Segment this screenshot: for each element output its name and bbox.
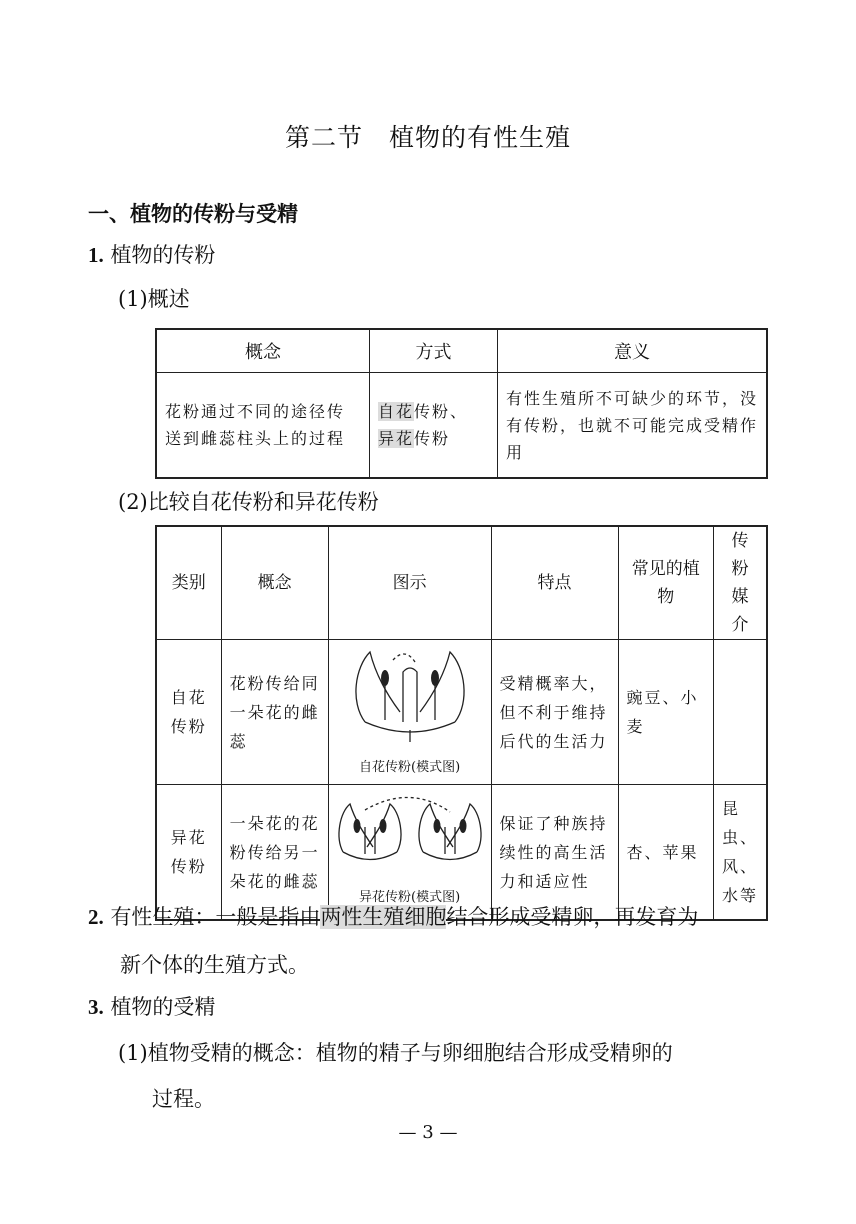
row-concept: 花粉传给同一朵花的雌蕊 [221, 640, 328, 785]
item-3-number: 3. [88, 995, 104, 1019]
item-2-number: 2. [88, 905, 104, 929]
header-figure: 图示 [328, 526, 491, 640]
item-1-text: 植物的传粉 [110, 243, 216, 267]
header-medium: 传粉媒介 [714, 526, 768, 640]
subheading-2: (2)比较自花传粉和异花传粉 [118, 490, 379, 514]
figure-caption: 自花传粉(模式图) [359, 760, 461, 775]
self-pollination-flower-icon [345, 642, 475, 742]
section-heading: 一、植物的传粉与受精 [88, 202, 298, 226]
subheading-3-line-2: 过程。 [152, 1087, 215, 1111]
row-plants: 豌豆、小麦 [618, 640, 713, 785]
subheading-1: (1)概述 [118, 287, 190, 311]
row-category: 异花传粉 [156, 785, 221, 921]
overview-table [155, 328, 768, 479]
overview-header-concept: 概念 [156, 329, 370, 373]
item-3-text: 植物的受精 [110, 995, 216, 1019]
page-number: — 3 — [398, 1122, 458, 1143]
subheading-3: (1)植物受精的概念：植物的精子与卵细胞结合形成受精卵的 [118, 1041, 673, 1065]
highlight-self: 自花 [378, 402, 415, 421]
overview-concept-cell: 花粉通过不同的途径传送到雌蕊柱头上的过程 [156, 373, 370, 479]
overview-meaning-cell: 有性生殖所不可缺少的环节，没有传粉，也就不可能完成受精作用 [498, 373, 768, 479]
item-2 [88, 900, 778, 934]
method-text: 传粉、 [414, 402, 469, 421]
item-2-text-cont: 结合形成受精卵，再发育为 [446, 905, 699, 929]
item-1-number: 1. [88, 243, 104, 267]
row-plants: 杏、苹果 [618, 785, 713, 921]
item-1 [88, 238, 215, 272]
comparison-table [155, 525, 768, 921]
header-category: 类别 [156, 526, 221, 640]
cross-pollination-flower-icon [335, 792, 485, 872]
header-plants: 常见的植物 [618, 526, 713, 640]
table-row [156, 640, 767, 785]
highlight-cross: 异花 [378, 429, 415, 448]
overview-header-meaning: 意义 [498, 329, 768, 373]
item-2-text: 有性生殖：一般是指由 [110, 905, 321, 929]
row-feature: 保证了种族持续性的高生活力和适应性 [491, 785, 618, 921]
method-text-end: 传粉 [414, 429, 451, 448]
overview-header-method: 方式 [370, 329, 498, 373]
page-title: 第二节 植物的有性生殖 [284, 123, 571, 152]
item-3 [88, 990, 215, 1024]
item-2-line-2: 新个体的生殖方式。 [120, 953, 309, 977]
figure-caption: 异花传粉(模式图) [359, 890, 461, 905]
header-concept: 概念 [221, 526, 328, 640]
header-feature: 特点 [491, 526, 618, 640]
row-feature: 受精概率大，但不利于维持后代的生活力 [491, 640, 618, 785]
row-medium [714, 640, 768, 785]
row-medium: 昆虫、风、水等 [714, 785, 768, 921]
highlight-gametes: 两性生殖细胞 [320, 905, 447, 929]
row-concept: 一朵花的花粉传给另一朵花的雌蕊 [221, 785, 328, 921]
row-category: 自花传粉 [156, 640, 221, 785]
overview-method-cell [370, 373, 498, 479]
row-figure [328, 640, 491, 785]
